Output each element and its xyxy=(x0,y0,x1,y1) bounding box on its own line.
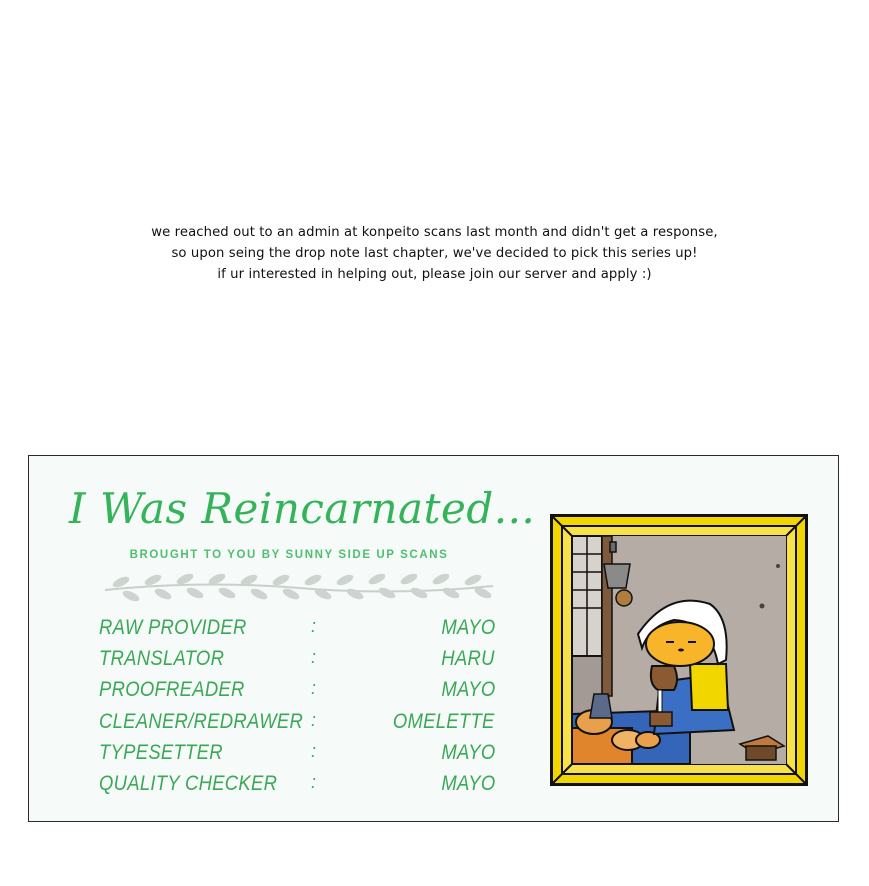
credit-separator: : xyxy=(311,647,317,668)
note-line-3: if ur interested in helping out, please join our server and apply :) xyxy=(217,267,652,282)
credit-role: TRANSLATOR xyxy=(99,647,225,671)
note-line-2: so upon seing the drop note last chapter, we've decided to pick this series up! xyxy=(171,246,698,261)
credit-row xyxy=(99,772,499,803)
credit-name: MAYO xyxy=(440,771,495,795)
credit-role: RAW PROVIDER xyxy=(99,616,247,639)
credit-name: MAYO xyxy=(440,616,495,639)
credits-list xyxy=(99,616,499,803)
credit-row xyxy=(99,741,499,772)
credit-name: MAYO xyxy=(440,678,495,702)
credit-row xyxy=(99,678,499,709)
recruitment-note xyxy=(0,222,869,285)
credit-separator: : xyxy=(311,709,317,730)
credits-card xyxy=(28,455,839,822)
credit-role: CLEANER/REDRAWER xyxy=(99,709,304,733)
credit-name: MAYO xyxy=(440,740,495,764)
credit-row xyxy=(99,710,499,741)
credit-name: HARU xyxy=(441,647,495,671)
credit-separator: : xyxy=(311,740,317,761)
vine-divider-icon xyxy=(101,572,497,602)
credit-role: QUALITY CHECKER xyxy=(99,771,278,795)
series-title: I Was Reincarnated... xyxy=(69,484,536,533)
credit-separator: : xyxy=(311,771,317,792)
gudetama-milkmaid-painting-icon xyxy=(550,514,808,786)
credit-role: TYPESETTER xyxy=(99,740,223,764)
group-subtitle: BROUGHT TO YOU BY SUNNY SIDE UP SCANS xyxy=(129,549,449,561)
credit-row xyxy=(99,616,499,647)
credit-role: PROOFREADER xyxy=(99,678,245,702)
credit-name: OMELETTE xyxy=(393,709,495,733)
credit-separator: : xyxy=(311,616,317,636)
note-line-1: we reached out to an admin at konpeito scans last month and didn't get a response, xyxy=(151,225,718,240)
credit-row xyxy=(99,647,499,678)
credit-separator: : xyxy=(311,678,317,699)
